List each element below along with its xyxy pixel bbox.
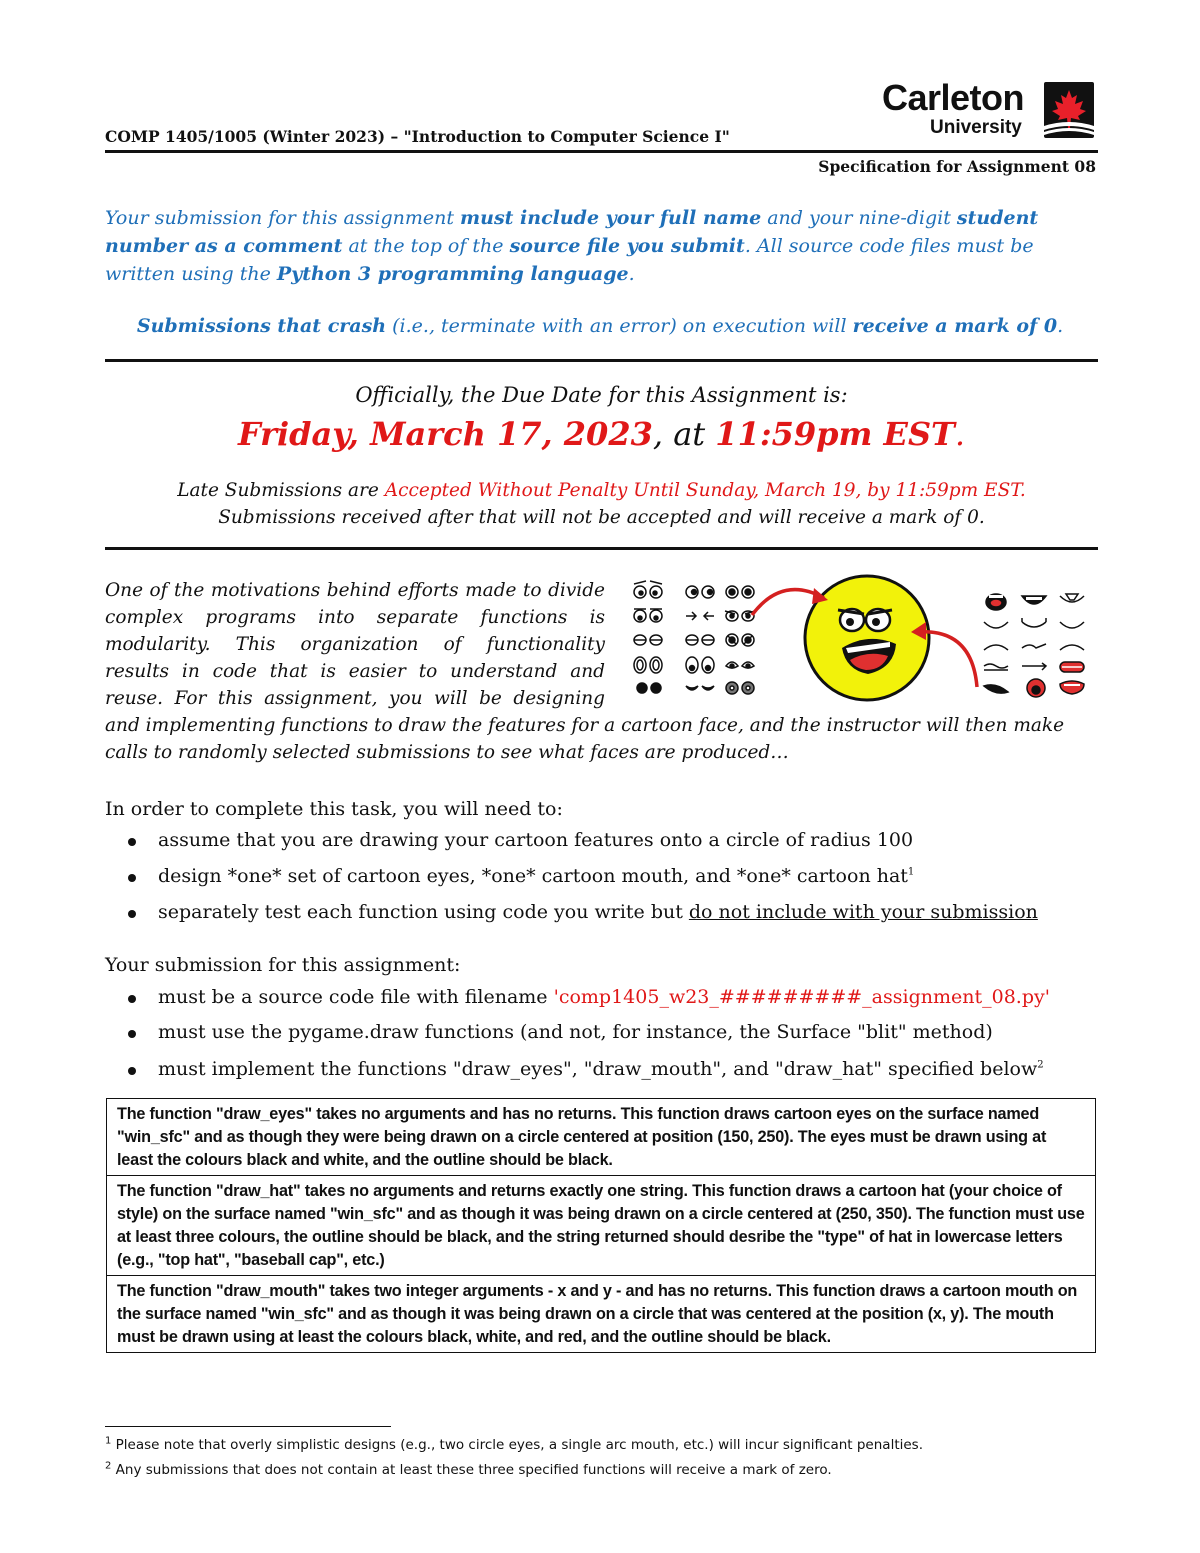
footnote-ref[interactable]: 1	[907, 866, 915, 878]
university-logo-wordmark: Carleton	[882, 77, 1025, 118]
motivation-line: reuse. For this assignment, you will be designing	[105, 688, 605, 709]
footnote-rule	[105, 1426, 391, 1427]
cartoon-face-illustration	[632, 570, 1092, 705]
submission-item-text: must use the pygame.draw functions (and not, for instance, the Surface "blit" method)	[158, 1021, 993, 1043]
intro-emphasis: must include your full name	[460, 207, 762, 229]
submission-item-text	[158, 986, 1050, 1008]
intro-emphasis: student number as a comment	[105, 207, 1039, 257]
due-date-day: Friday, March 17, 2023	[237, 415, 653, 453]
due-date-time: 11:59pm EST	[715, 415, 955, 453]
section-rule	[105, 547, 1098, 550]
footnote-marker: 2	[105, 1460, 112, 1472]
intro-text: . All source code files must be written using the	[105, 235, 1034, 285]
intro-text: at the top of the	[342, 235, 510, 257]
intro-paragraph	[105, 204, 1095, 288]
requirements-item-text	[158, 865, 914, 887]
footnote-text: Any submissions that does not contain at least these three specified functions will receive a mark of zero.	[111, 1462, 832, 1478]
bullet-icon	[128, 874, 136, 882]
footnote-ref[interactable]: 2	[1037, 1059, 1044, 1071]
late-text: Late Submissions are	[177, 480, 385, 501]
requirements-item-text: design *one* set of cartoon eyes, *one* cartoon mouth, and *one* cartoon hat	[158, 865, 908, 887]
header-rule	[105, 150, 1098, 153]
cartoon-face-icon	[805, 576, 929, 700]
intro-text: Your submission for this assignment	[105, 207, 461, 229]
spec-draw-mouth: The function "draw_mouth" takes two integer arguments - x and y - and has no returns. This function draws a cartoon mouth on the surface named "win_sfc" and as though it was being drawn on a circle that was centered at the position (x, y). The mouth must be drawn using at least the colours black, white, and red, and the outline should be black.	[107, 1275, 1095, 1352]
spec-title: Specification for Assignment 08	[818, 157, 1096, 176]
submission-heading: Your submission for this assignment:	[105, 954, 461, 976]
university-logo-subtitle: University	[930, 117, 1022, 138]
mouth-options-icon	[984, 594, 1084, 697]
bullet-icon	[128, 1067, 136, 1075]
submission-item-text	[158, 1058, 1044, 1080]
motivation-paragraph	[105, 577, 605, 712]
due-date	[105, 415, 1098, 453]
crash-warning	[105, 312, 1095, 340]
submission-item-text: must be a source code file with filename	[158, 986, 554, 1008]
requirements-item-text: assume that you are drawing your cartoon features onto a circle of radius 100	[158, 829, 914, 851]
due-date-at: , at	[652, 415, 716, 453]
motivation-line: modularity. This organization of functionality	[105, 634, 605, 655]
course-title: COMP 1405/1005 (Winter 2023) – "Introduction to Computer Science I"	[105, 127, 730, 146]
late-policy	[105, 480, 1098, 501]
late-deadline: Accepted Without Penalty Until Sunday, March 19, by 11:59pm EST.	[384, 480, 1026, 501]
footnote-2	[105, 1462, 832, 1478]
footnote-text: Please note that overly simplistic designs (e.g., two circle eyes, a single arc mouth, etc.) will incur significant penalties.	[111, 1437, 923, 1453]
section-rule	[105, 359, 1098, 362]
due-date-period: .	[954, 415, 966, 453]
due-date-intro: Officially, the Due Date for this Assignment is:	[355, 383, 848, 407]
crash-emphasis: Submissions that crash	[136, 315, 387, 337]
bullet-icon	[128, 910, 136, 918]
motivation-continuation: and implementing functions to draw the features for a cartoon face, and the instructor will then make calls to randomly selected submissions to see what faces are produced…	[105, 715, 1065, 763]
maple-leaf-shield-icon	[1044, 82, 1094, 138]
bullet-icon	[128, 995, 136, 1003]
footnote-1	[105, 1437, 923, 1453]
bullet-icon	[128, 1030, 136, 1038]
bullet-icon	[128, 838, 136, 846]
intro-text: and your nine-digit	[761, 207, 957, 229]
requirements-heading: In order to complete this task, you will need to:	[105, 798, 563, 820]
submission-item-text: must implement the functions "draw_eyes", "draw_mouth", and "draw_hat" specified below	[158, 1058, 1038, 1080]
motivation-line: results in code that is easier to understand and	[105, 661, 605, 682]
crash-emphasis: receive a mark of 0	[852, 315, 1058, 337]
late-rejection: Submissions received after that will not be accepted and will receive a mark of 0.	[218, 507, 985, 528]
function-spec-table	[106, 1098, 1096, 1353]
intro-emphasis: source file you submit	[509, 235, 745, 257]
spec-draw-eyes: The function "draw_eyes" takes no arguments and has no returns. This function draws cartoon eyes on the surface named "win_sfc" and as though they were being drawn on a circle centered at position (150, 250). The eyes must be drawn using at least the colours black and white, and the outline should be black.	[117, 1105, 1047, 1169]
motivation-line: One of the motivations behind efforts made to divide	[105, 580, 605, 601]
intro-emphasis: Python 3 programming language	[276, 263, 629, 285]
intro-text: .	[628, 263, 635, 285]
spec-draw-hat: The function "draw_hat" takes no arguments and returns exactly one string. This function draws a cartoon hat (your choice of style) on the surface named "win_sfc" and as though it was being drawn on a circle centered at (250, 350). The function must use at least three colours, the outline should be black, and the string returned should desribe the "type" of hat in lowercase letters (e.g., "top hat", "baseball cap", etc.)	[107, 1175, 1095, 1275]
submission-filename: 'comp1405_w23_#########_assignment_08.py'	[553, 986, 1050, 1008]
motivation-line: complex programs into separate functions is	[105, 607, 605, 628]
requirements-item-text	[158, 901, 1038, 923]
eye-options-icon	[634, 581, 755, 694]
crash-text: (i.e., terminate with an error) on execution will	[386, 315, 853, 337]
requirements-item-text: separately test each function using code you write but	[158, 901, 689, 923]
requirements-item-underlined: do not include with your submission	[688, 901, 1038, 923]
crash-text: .	[1057, 315, 1064, 337]
footnote-marker: 1	[105, 1435, 112, 1447]
